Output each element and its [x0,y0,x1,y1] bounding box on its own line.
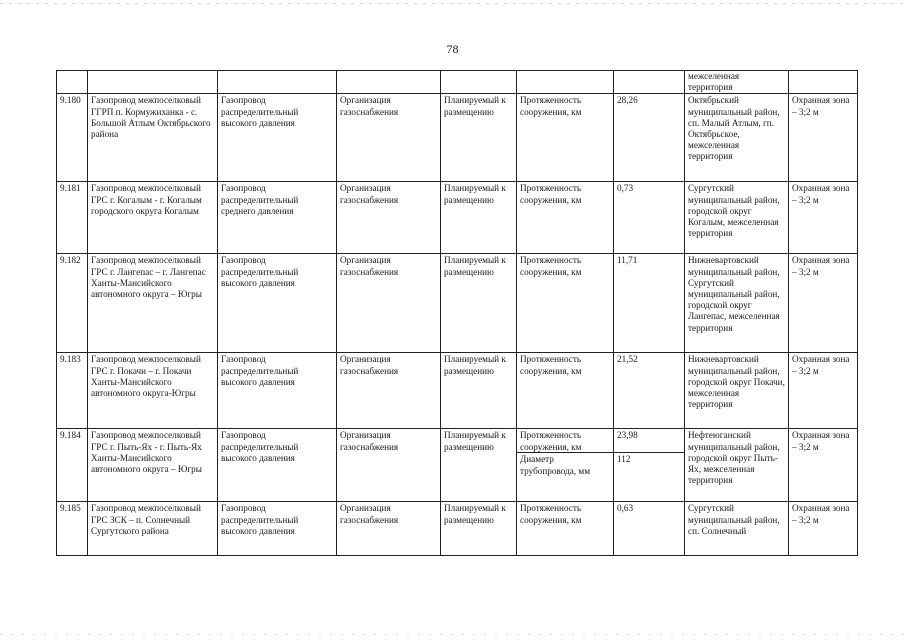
object-location: Октябрьский муниципальный район, сп. Малый Атлым, гп. Октябрьское, межселенная территория [685,94,789,182]
object-purpose: Организация газоснабжения [337,94,441,182]
object-purpose: Организация газоснабжения [337,254,441,353]
characteristic-label: Протяженность сооружения, км [517,254,614,353]
characteristic-label: Протяженность сооружения, км [517,353,614,429]
object-type: Газопровод распределительный высокого давления [218,502,337,556]
object-name: Газопровод межпоселковый ГРС г. Пыть-Ях - г. Пыть-Ях Ханты-Мансийского автономного округа – Югры [88,429,218,502]
row-number: 9.181 [57,182,88,254]
object-location: Нефтеюганский муниципальный район, городской округ Пыть-Ях, межселенная территория [685,429,789,502]
continuation-row [57,71,858,94]
characteristic-value: 23,98 [617,430,638,441]
characteristic-label: Протяженность сооружения, км [517,502,614,556]
scan-artifact-bottom [0,634,905,635]
characteristic-label: Диаметр трубопровода, мм [517,452,613,476]
protection-zone: Охранная зона – 3;2 м [789,94,858,182]
object-location: Нижневартовский муниципальный район, Сургутский муниципальный район, городской округ Лангепас, межселенная территория [685,254,789,353]
object-purpose: Организация газоснабжения [337,502,441,556]
table-row [57,429,858,502]
characteristic-value: 112 [614,452,684,465]
object-type: Газопровод распределительный высокого давления [218,94,337,182]
object-location: Сургутский муниципальный район, сп. Солнечный [685,502,789,556]
characteristic-value: 28,26 [614,94,685,182]
object-status: Планируемый к размещению [441,353,517,429]
pipeline-table [56,70,858,556]
object-type: Газопровод распределительный высокого давления [218,254,337,353]
characteristic-label: Протяженность сооружения, км [517,182,614,254]
protection-zone: Охранная зона – 3;2 м [789,502,858,556]
object-status: Планируемый к размещению [441,182,517,254]
table-row [57,94,858,182]
page-number: 78 [446,42,459,56]
row-number: 9.183 [57,353,88,429]
object-status: Планируемый к размещению [441,94,517,182]
protection-zone: Охранная зона – 3;2 м [789,353,858,429]
object-status: Планируемый к размещению [441,254,517,353]
object-location: Сургутский муниципальный район, городской округ Когалым, межселенная территория [685,182,789,254]
object-type: Газопровод распределительный высокого давления [218,429,337,502]
location-cell: межселенная территория [685,71,789,94]
characteristic-values [614,429,685,502]
characteristic-value: 0,63 [614,502,685,556]
row-number: 9.182 [57,254,88,353]
object-name: Газопровод межпоселковый ГРС г. Когалым - г. Когалым городского округа Когалым [88,182,218,254]
protection-zone: Охранная зона – 3;2 м [789,254,858,353]
table-row [57,353,858,429]
table-row [57,254,858,353]
object-name: Газопровод межпоселковый ГРС г. Лангепас – г. Лангепас Ханты-Мансийского автономного округа – Югры [88,254,218,353]
object-type: Газопровод распределительный среднего давления [218,182,337,254]
object-status: Планируемый к размещению [441,502,517,556]
object-purpose: Организация газоснабжения [337,182,441,254]
object-location: Нижневартовский муниципальный район, городской округ Покачи, межселенная территория [685,353,789,429]
scan-artifact-top [0,3,905,4]
object-status: Планируемый к размещению [441,429,517,502]
row-number: 9.180 [57,94,88,182]
characteristic-label: Протяженность сооружения, км [520,430,582,452]
table-row [57,182,858,254]
characteristic-label: Протяженность сооружения, км [517,94,614,182]
characteristic-value: 21,52 [614,353,685,429]
characteristic-labels [517,429,614,502]
characteristic-value: 11,71 [614,254,685,353]
object-purpose: Организация газоснабжения [337,429,441,502]
object-name: Газопровод межпоселковый ГРС г. Покачи – г. Покачи Ханты-Мансийского автономного округа-Югры [88,353,218,429]
object-purpose: Организация газоснабжения [337,353,441,429]
object-name: Газопровод межпоселковый ГГРП п. Кормужиханка - с. Большой Атлым Октябрьского района [88,94,218,182]
table-row [57,502,858,556]
row-number: 9.184 [57,429,88,502]
protection-zone: Охранная зона – 3;2 м [789,182,858,254]
protection-zone: Охранная зона – 3;2 м [789,429,858,502]
object-name: Газопровод межпоселковый ГРС ЗСК – п. Солнечный Сургутского района [88,502,218,556]
characteristic-value: 0,73 [614,182,685,254]
row-number: 9.185 [57,502,88,556]
object-type: Газопровод распределительный высокого давления [218,353,337,429]
